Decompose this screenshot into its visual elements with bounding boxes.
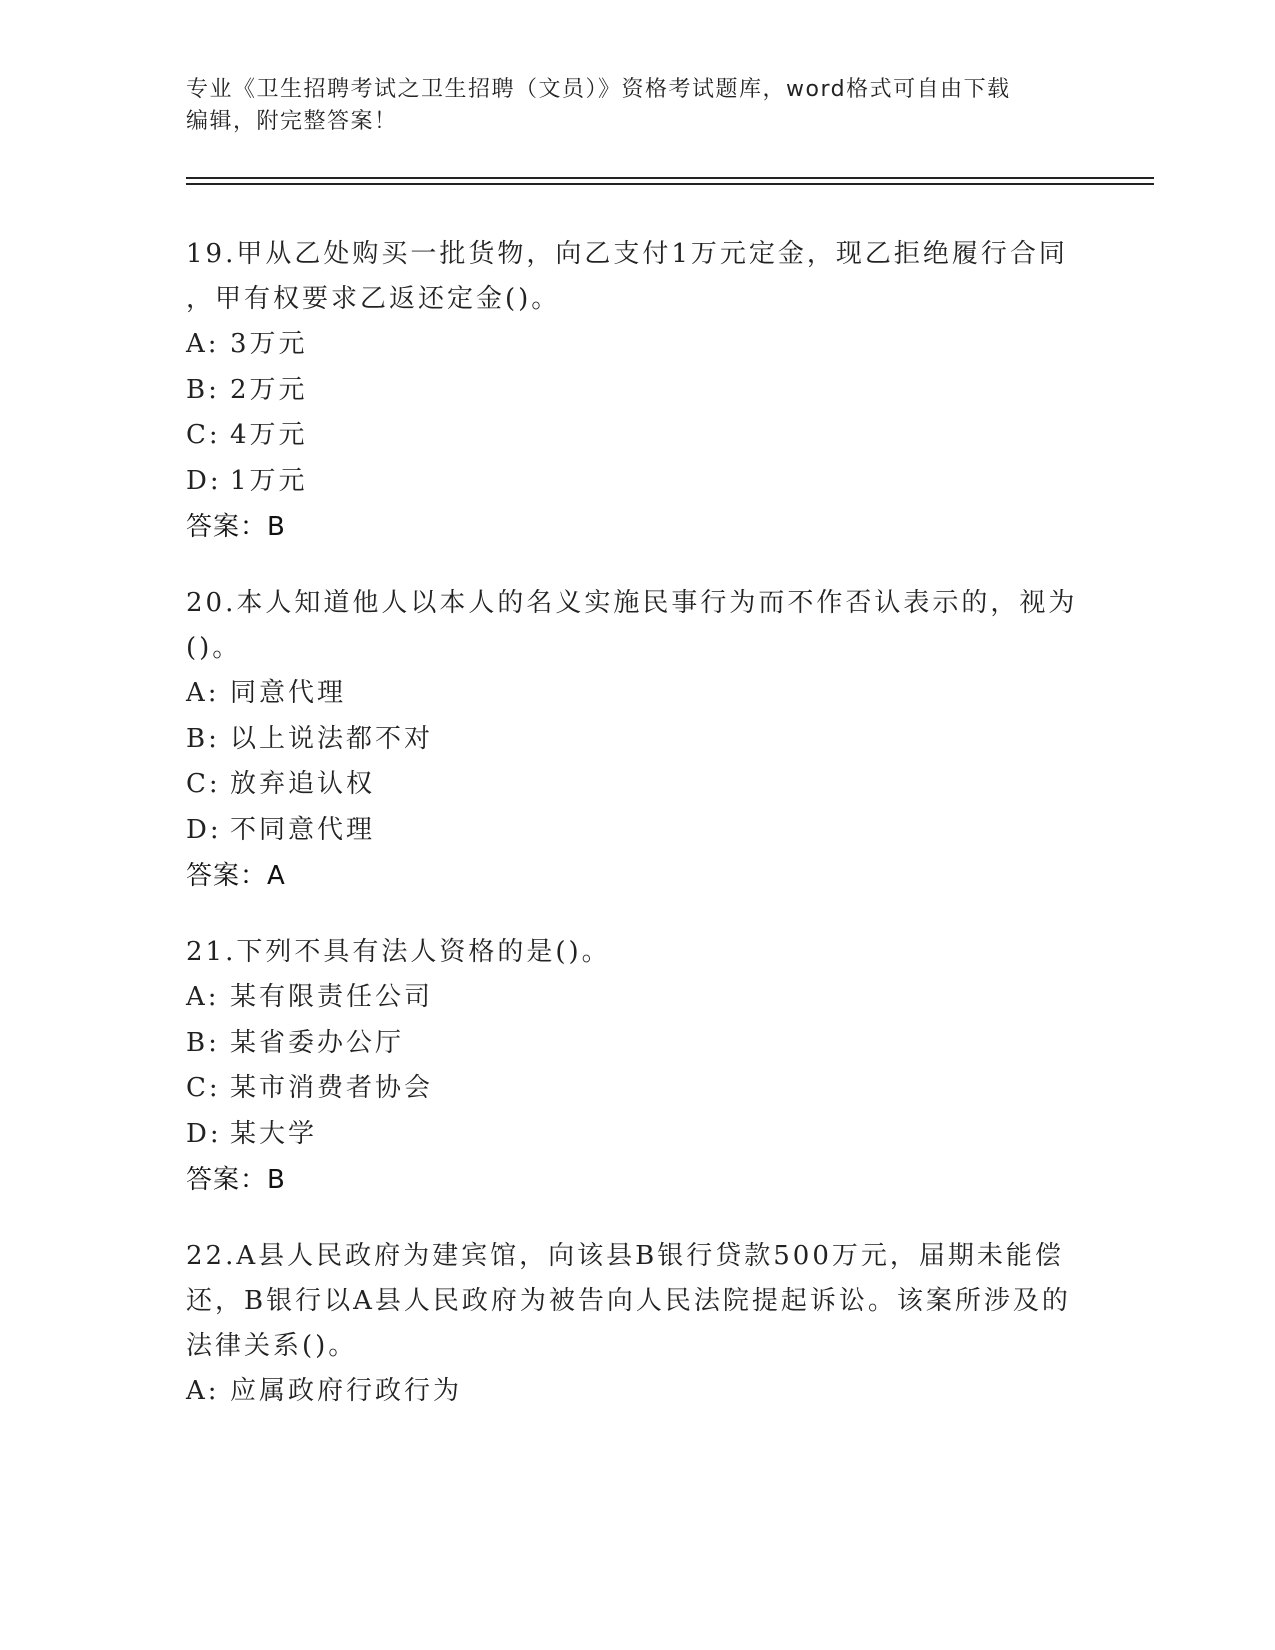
option-a — [186, 1369, 1086, 1415]
option-letter: C: — [186, 420, 221, 450]
option-a — [186, 322, 1086, 368]
option-text: 以上说法都不对 — [230, 723, 434, 754]
option-letter: D: — [186, 814, 222, 845]
option-letter: D: — [186, 465, 222, 496]
option-text: 2万元 — [230, 374, 308, 405]
option-text: 不同意代理 — [230, 814, 376, 845]
option-text: 1万元 — [230, 465, 308, 496]
answer-line: 答案：A — [186, 861, 286, 891]
question-stem-line: 还，B银行以A县人民政府为被告向人民法院提起诉讼。该案所涉及的 — [186, 1286, 1071, 1316]
option-letter: D: — [186, 1118, 222, 1149]
option-c — [186, 762, 1086, 808]
question-stem-line: 19.甲从乙处购买一批货物，向乙支付1万元定金，现乙拒绝履行合同 — [186, 239, 1068, 269]
question-stem-line: 法律关系()。 — [186, 1331, 358, 1361]
option-letter: B: — [186, 1027, 220, 1058]
question-21 — [186, 930, 1086, 1203]
question-19 — [186, 232, 1086, 550]
question-20 — [186, 581, 1086, 899]
question-stem-line: ，甲有权要求乙返还定金()。 — [186, 284, 561, 314]
option-a — [186, 671, 1086, 717]
option-b — [186, 1021, 1086, 1067]
question-stem-line: 21.下列不具有法人资格的是()。 — [186, 937, 611, 967]
option-letter: B: — [186, 374, 220, 405]
option-letter: A: — [186, 1376, 220, 1406]
option-letter: A: — [186, 982, 220, 1012]
question-stem-line: 20.本人知道他人以本人的名义实施民事行为而不作否认表示的，视为 — [186, 588, 1078, 618]
option-letter: A: — [186, 329, 220, 359]
answer-line: 答案：B — [186, 1165, 286, 1195]
option-text: 某有限责任公司 — [230, 982, 434, 1012]
option-a — [186, 975, 1086, 1021]
option-letter: C: — [186, 1073, 221, 1103]
answer-line: 答案：B — [186, 512, 286, 542]
option-d — [186, 459, 1086, 505]
option-text: 某市消费者协会 — [230, 1073, 434, 1103]
header-divider-bottom — [186, 183, 1154, 185]
header-line-1: 专业《卫生招聘考试之卫生招聘（文员）》资格考试题库，word格式可自由下载 — [186, 77, 1011, 102]
option-c — [186, 413, 1086, 459]
question-stem-line: 22.A县人民政府为建宾馆，向该县B银行贷款500万元，届期未能偿 — [186, 1241, 1064, 1271]
option-text: 4万元 — [230, 420, 308, 450]
option-text: 某大学 — [230, 1118, 318, 1149]
option-d — [186, 1112, 1086, 1158]
option-text: 放弃追认权 — [230, 769, 376, 799]
option-text: 3万元 — [230, 329, 308, 359]
option-text: 应属政府行政行为 — [230, 1376, 463, 1406]
question-22 — [186, 1234, 1086, 1415]
option-b — [186, 368, 1086, 414]
option-b — [186, 717, 1086, 763]
document-header — [186, 74, 1066, 138]
option-c — [186, 1066, 1086, 1112]
option-text: 某省委办公厅 — [230, 1027, 405, 1058]
option-letter: B: — [186, 723, 220, 754]
question-stem-line: ()。 — [186, 633, 242, 663]
option-text: 同意代理 — [230, 678, 347, 708]
option-letter: A: — [186, 678, 220, 708]
question-list — [186, 232, 1086, 1446]
option-letter: C: — [186, 769, 221, 799]
header-line-2: 编辑，附完整答案！ — [186, 109, 398, 134]
option-d — [186, 808, 1086, 854]
header-divider-top — [186, 177, 1154, 179]
